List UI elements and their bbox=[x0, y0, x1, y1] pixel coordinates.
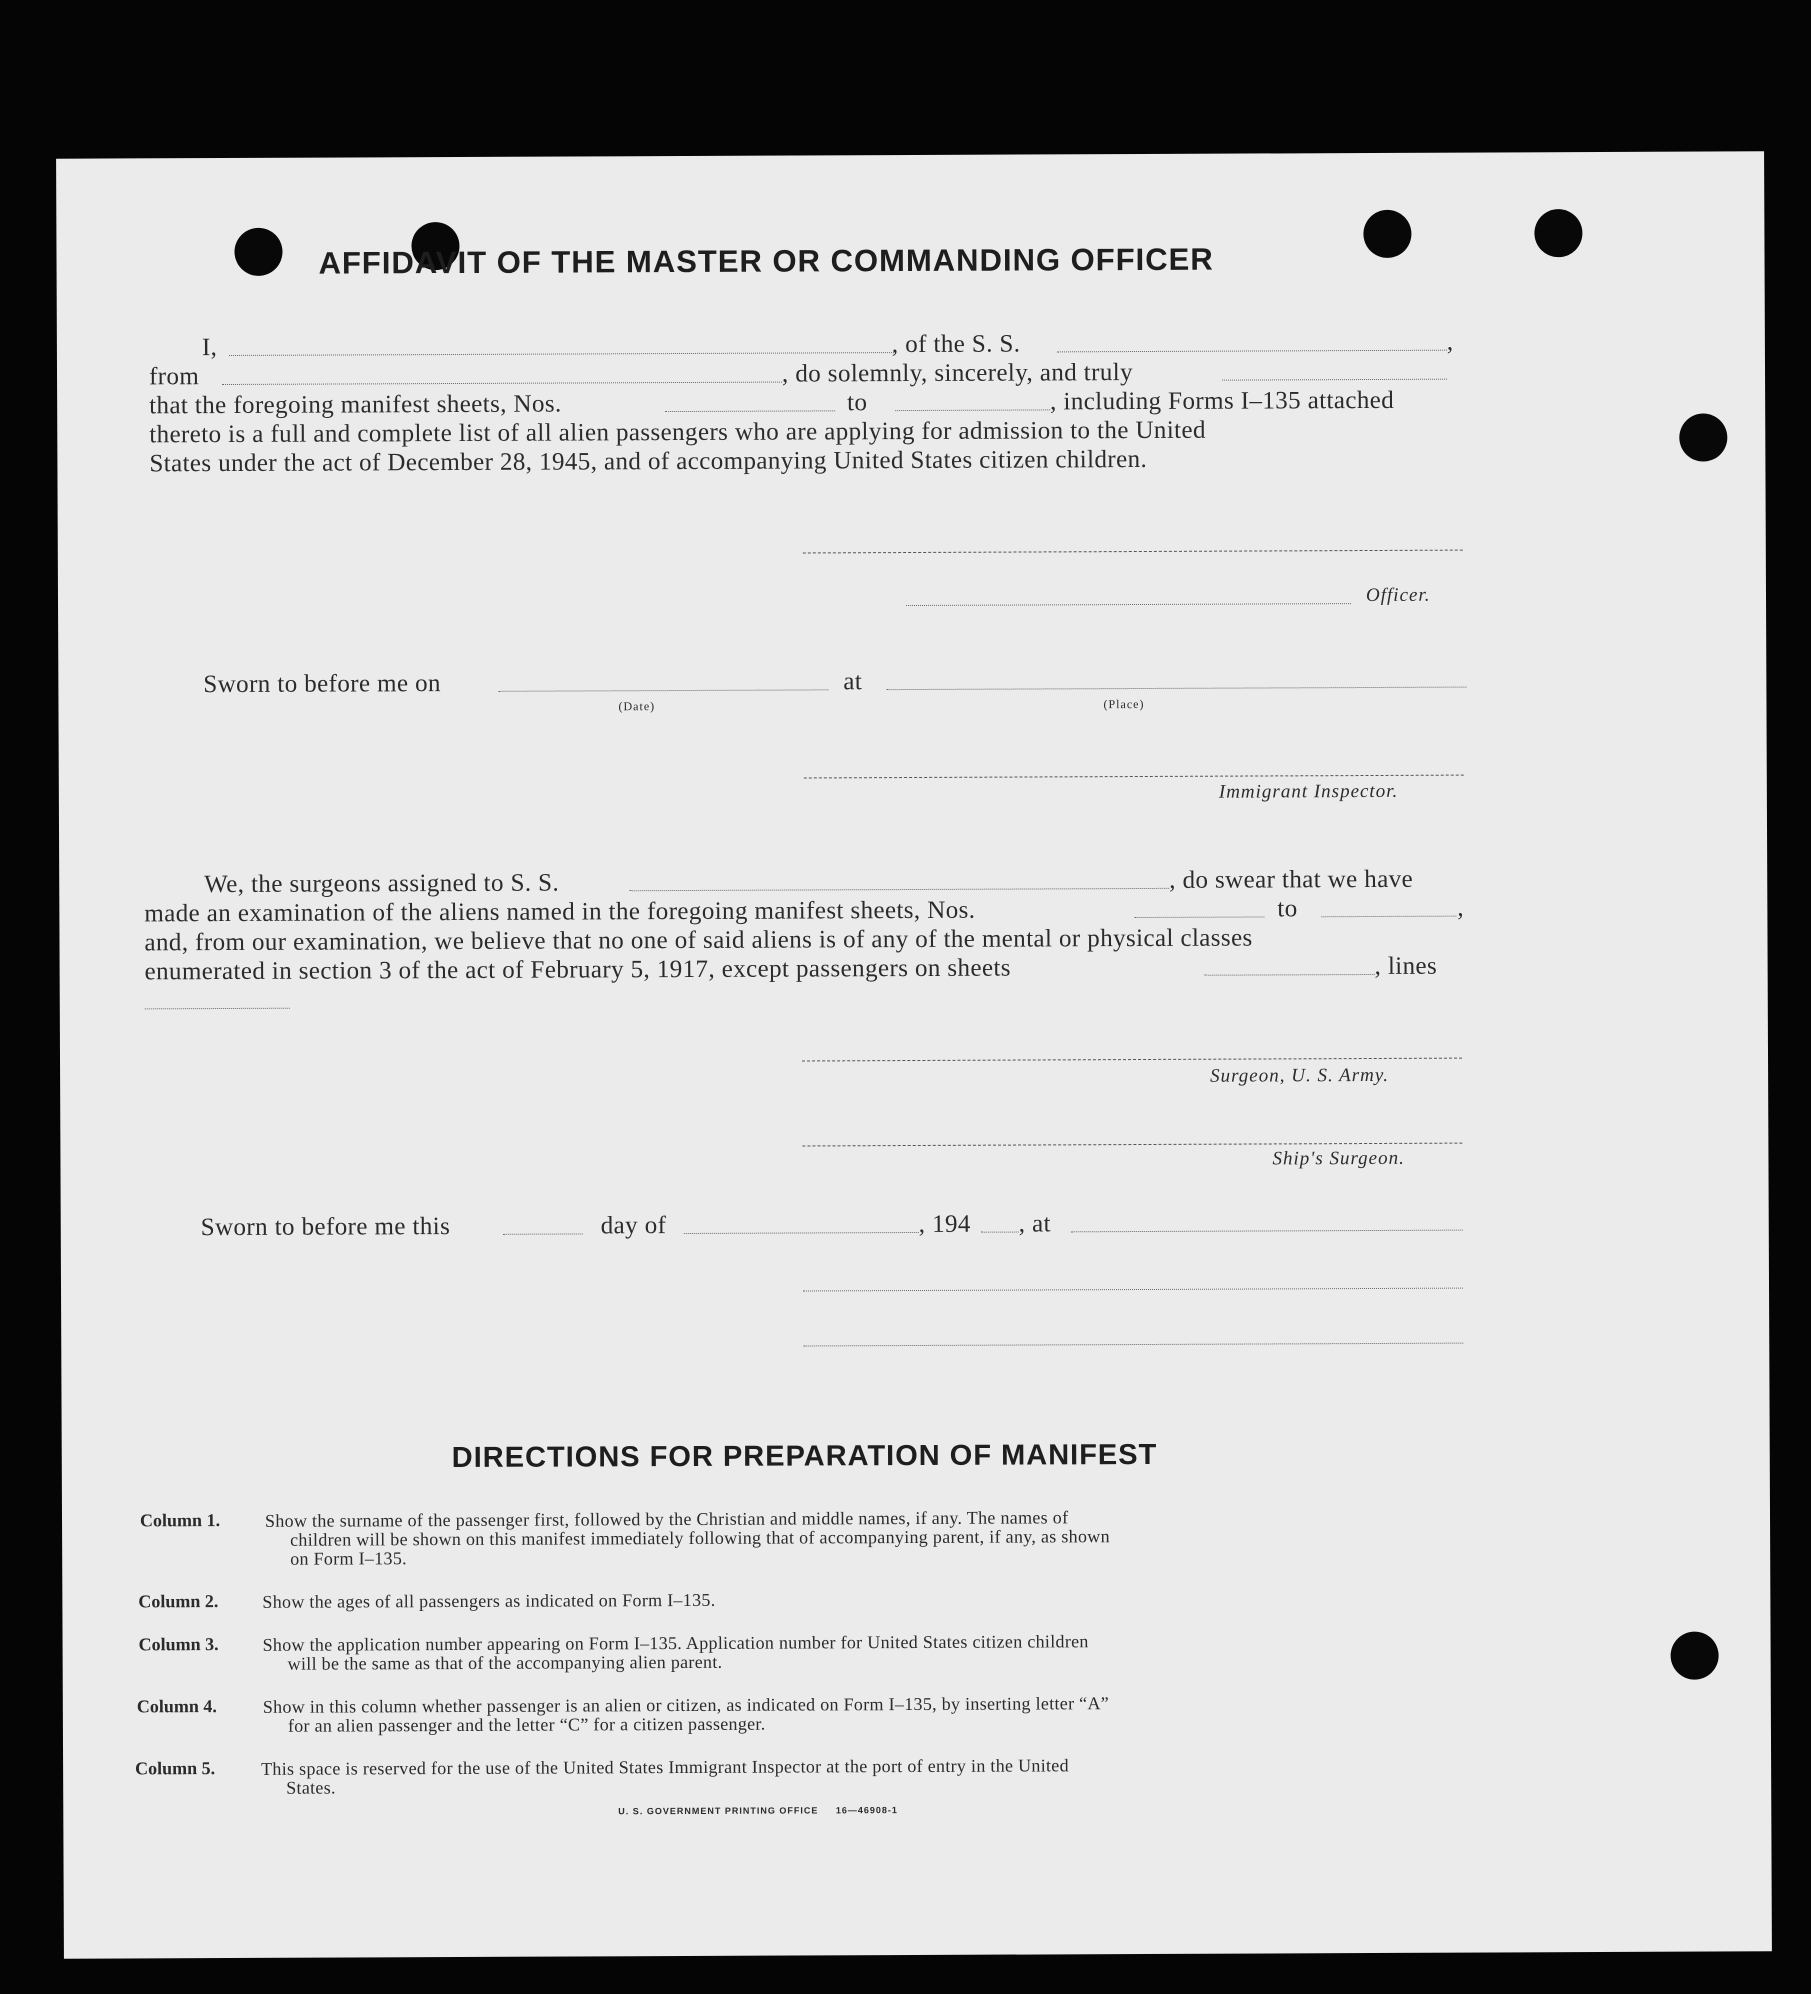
sworn-month-blank[interactable] bbox=[684, 1232, 919, 1234]
sheet-to-blank[interactable] bbox=[895, 409, 1050, 411]
column-label: Column 4. bbox=[136, 1696, 217, 1717]
aff-line4: thereto is a full and complete list of all alien passengers who are applying for admission to the United bbox=[149, 416, 1206, 449]
aff-line5: States under the act of December 28, 1945, and of accompanying United States citizen children. bbox=[149, 445, 1148, 478]
sworn-year-blank[interactable] bbox=[981, 1232, 1019, 1233]
aff-do-solemnly: , do solemnly, sincerely, and truly bbox=[781, 359, 1134, 388]
column-text: Show the surname of the passenger first, followed by the Christian and middle names, if any. The names of bbox=[264, 1507, 1069, 1531]
officer-title-line[interactable] bbox=[906, 603, 1351, 606]
sworn-day-blank[interactable] bbox=[503, 1233, 583, 1234]
surg-line3: and, from our examination, we believe that no one of said aliens is of any of the mental or physical classes bbox=[144, 924, 1253, 957]
column-label: Column 5. bbox=[135, 1758, 216, 1779]
extra-signature-line-2[interactable] bbox=[803, 1343, 1463, 1347]
column-text: for an alien passenger and the letter “C” for a citizen passenger. bbox=[287, 1713, 766, 1736]
aff-comma: , bbox=[1446, 328, 1454, 356]
ship-name-blank[interactable] bbox=[1057, 350, 1447, 353]
aff-of-the-ss: , of the S. S. bbox=[891, 330, 1021, 359]
column-text: children will be shown on this manifest immediately following that of accompanying parent, if any, as shown bbox=[290, 1526, 1110, 1550]
column-label: Column 3. bbox=[138, 1634, 219, 1655]
surg-we: We, the surgeons assigned to S. S. bbox=[204, 869, 560, 899]
surg-to: to bbox=[1277, 895, 1298, 923]
sworn2-year: , 194 bbox=[918, 1210, 971, 1238]
except-lines-blank[interactable] bbox=[145, 1008, 290, 1010]
date-caption: (Date) bbox=[618, 699, 656, 714]
surg-do-swear: , do swear that we have bbox=[1169, 865, 1414, 894]
army-surgeon-signature-line[interactable] bbox=[802, 1058, 1462, 1062]
column-label: Column 2. bbox=[138, 1591, 219, 1612]
printer-line: U. S. GOVERNMENT PRINTING OFFICE 16—46908-1 bbox=[618, 1805, 898, 1817]
column-text: Show in this column whether passenger is an alien or citizen, as indicated on Form I–135, by inserting letter “A” bbox=[262, 1693, 1110, 1717]
sworn1-at: at bbox=[843, 668, 863, 696]
sworn-date-blank[interactable] bbox=[498, 689, 828, 691]
sworn-place-blank[interactable] bbox=[886, 687, 1466, 691]
column-text: Show the ages of all passengers as indicated on Form I–135. bbox=[262, 1589, 716, 1612]
column-text: Show the application number appearing on Form I–135. Application number for United States citizen children bbox=[262, 1631, 1089, 1655]
column-text: will be the same as that of the accompanying alien parent. bbox=[287, 1651, 723, 1674]
sheet-from-blank[interactable] bbox=[665, 410, 835, 412]
master-name-blank[interactable] bbox=[229, 352, 894, 356]
sworn2-prefix: Sworn to before me this bbox=[200, 1213, 451, 1242]
form-page bbox=[56, 151, 1772, 1958]
surg-lines: , lines bbox=[1374, 952, 1438, 980]
punch-hole bbox=[1363, 210, 1411, 258]
declare-blank[interactable] bbox=[1222, 379, 1447, 381]
aff-i: I, bbox=[201, 334, 218, 362]
inspector-label: Immigrant Inspector. bbox=[1218, 780, 1399, 803]
directions-title: DIRECTIONS FOR PREPARATION OF MANIFEST bbox=[451, 1438, 1158, 1475]
sworn1-prefix: Sworn to before me on bbox=[203, 670, 441, 699]
punch-hole bbox=[234, 228, 282, 276]
column-text: on Form I–135. bbox=[290, 1548, 407, 1569]
column-text: States. bbox=[286, 1777, 336, 1798]
column-text: This space is reserved for the use of the United States Immigrant Inspector at the port of entry in the United bbox=[261, 1755, 1069, 1779]
surg-made: made an examination of the aliens named in the foregoing manifest sheets, Nos. bbox=[144, 896, 976, 928]
aff-from: from bbox=[148, 363, 200, 391]
affidavit-title: AFFIDAVIT OF THE MASTER OR COMMANDING OFFICER bbox=[318, 241, 1214, 281]
surgeon-sheet-from-blank[interactable] bbox=[1134, 916, 1264, 918]
sworn2-at: , at bbox=[1018, 1210, 1051, 1238]
punch-hole bbox=[1671, 1631, 1719, 1679]
punch-hole bbox=[1534, 209, 1582, 257]
sworn2-place-blank[interactable] bbox=[1071, 1230, 1463, 1233]
surgeon-ship-blank[interactable] bbox=[629, 888, 1169, 891]
surgeon-army-label: Surgeon, U. S. Army. bbox=[1210, 1064, 1389, 1087]
punch-hole bbox=[1679, 413, 1727, 461]
master-signature-line[interactable] bbox=[803, 550, 1463, 554]
officer-label: Officer. bbox=[1365, 584, 1431, 607]
ships-surgeon-signature-line[interactable] bbox=[802, 1143, 1462, 1147]
surg-comma: , bbox=[1457, 894, 1465, 922]
ships-surgeon-label: Ship's Surgeon. bbox=[1272, 1147, 1405, 1170]
column-label: Column 1. bbox=[139, 1510, 221, 1531]
except-sheets-blank[interactable] bbox=[1205, 974, 1375, 976]
aff-including: , including Forms I–135 attached bbox=[1050, 386, 1395, 416]
place-caption: (Place) bbox=[1103, 696, 1145, 712]
extra-signature-line-1[interactable] bbox=[803, 1288, 1463, 1292]
sworn2-day-of: day of bbox=[600, 1212, 667, 1240]
aff-to: to bbox=[847, 389, 868, 417]
inspector-signature-line[interactable] bbox=[804, 775, 1464, 779]
from-port-blank[interactable] bbox=[222, 382, 782, 385]
aff-that-the: that the foregoing manifest sheets, Nos. bbox=[149, 390, 562, 420]
surgeon-sheet-to-blank[interactable] bbox=[1321, 916, 1456, 918]
surg-enumerated: enumerated in section 3 of the act of February 5, 1917, except passengers on sheets bbox=[144, 954, 1011, 986]
